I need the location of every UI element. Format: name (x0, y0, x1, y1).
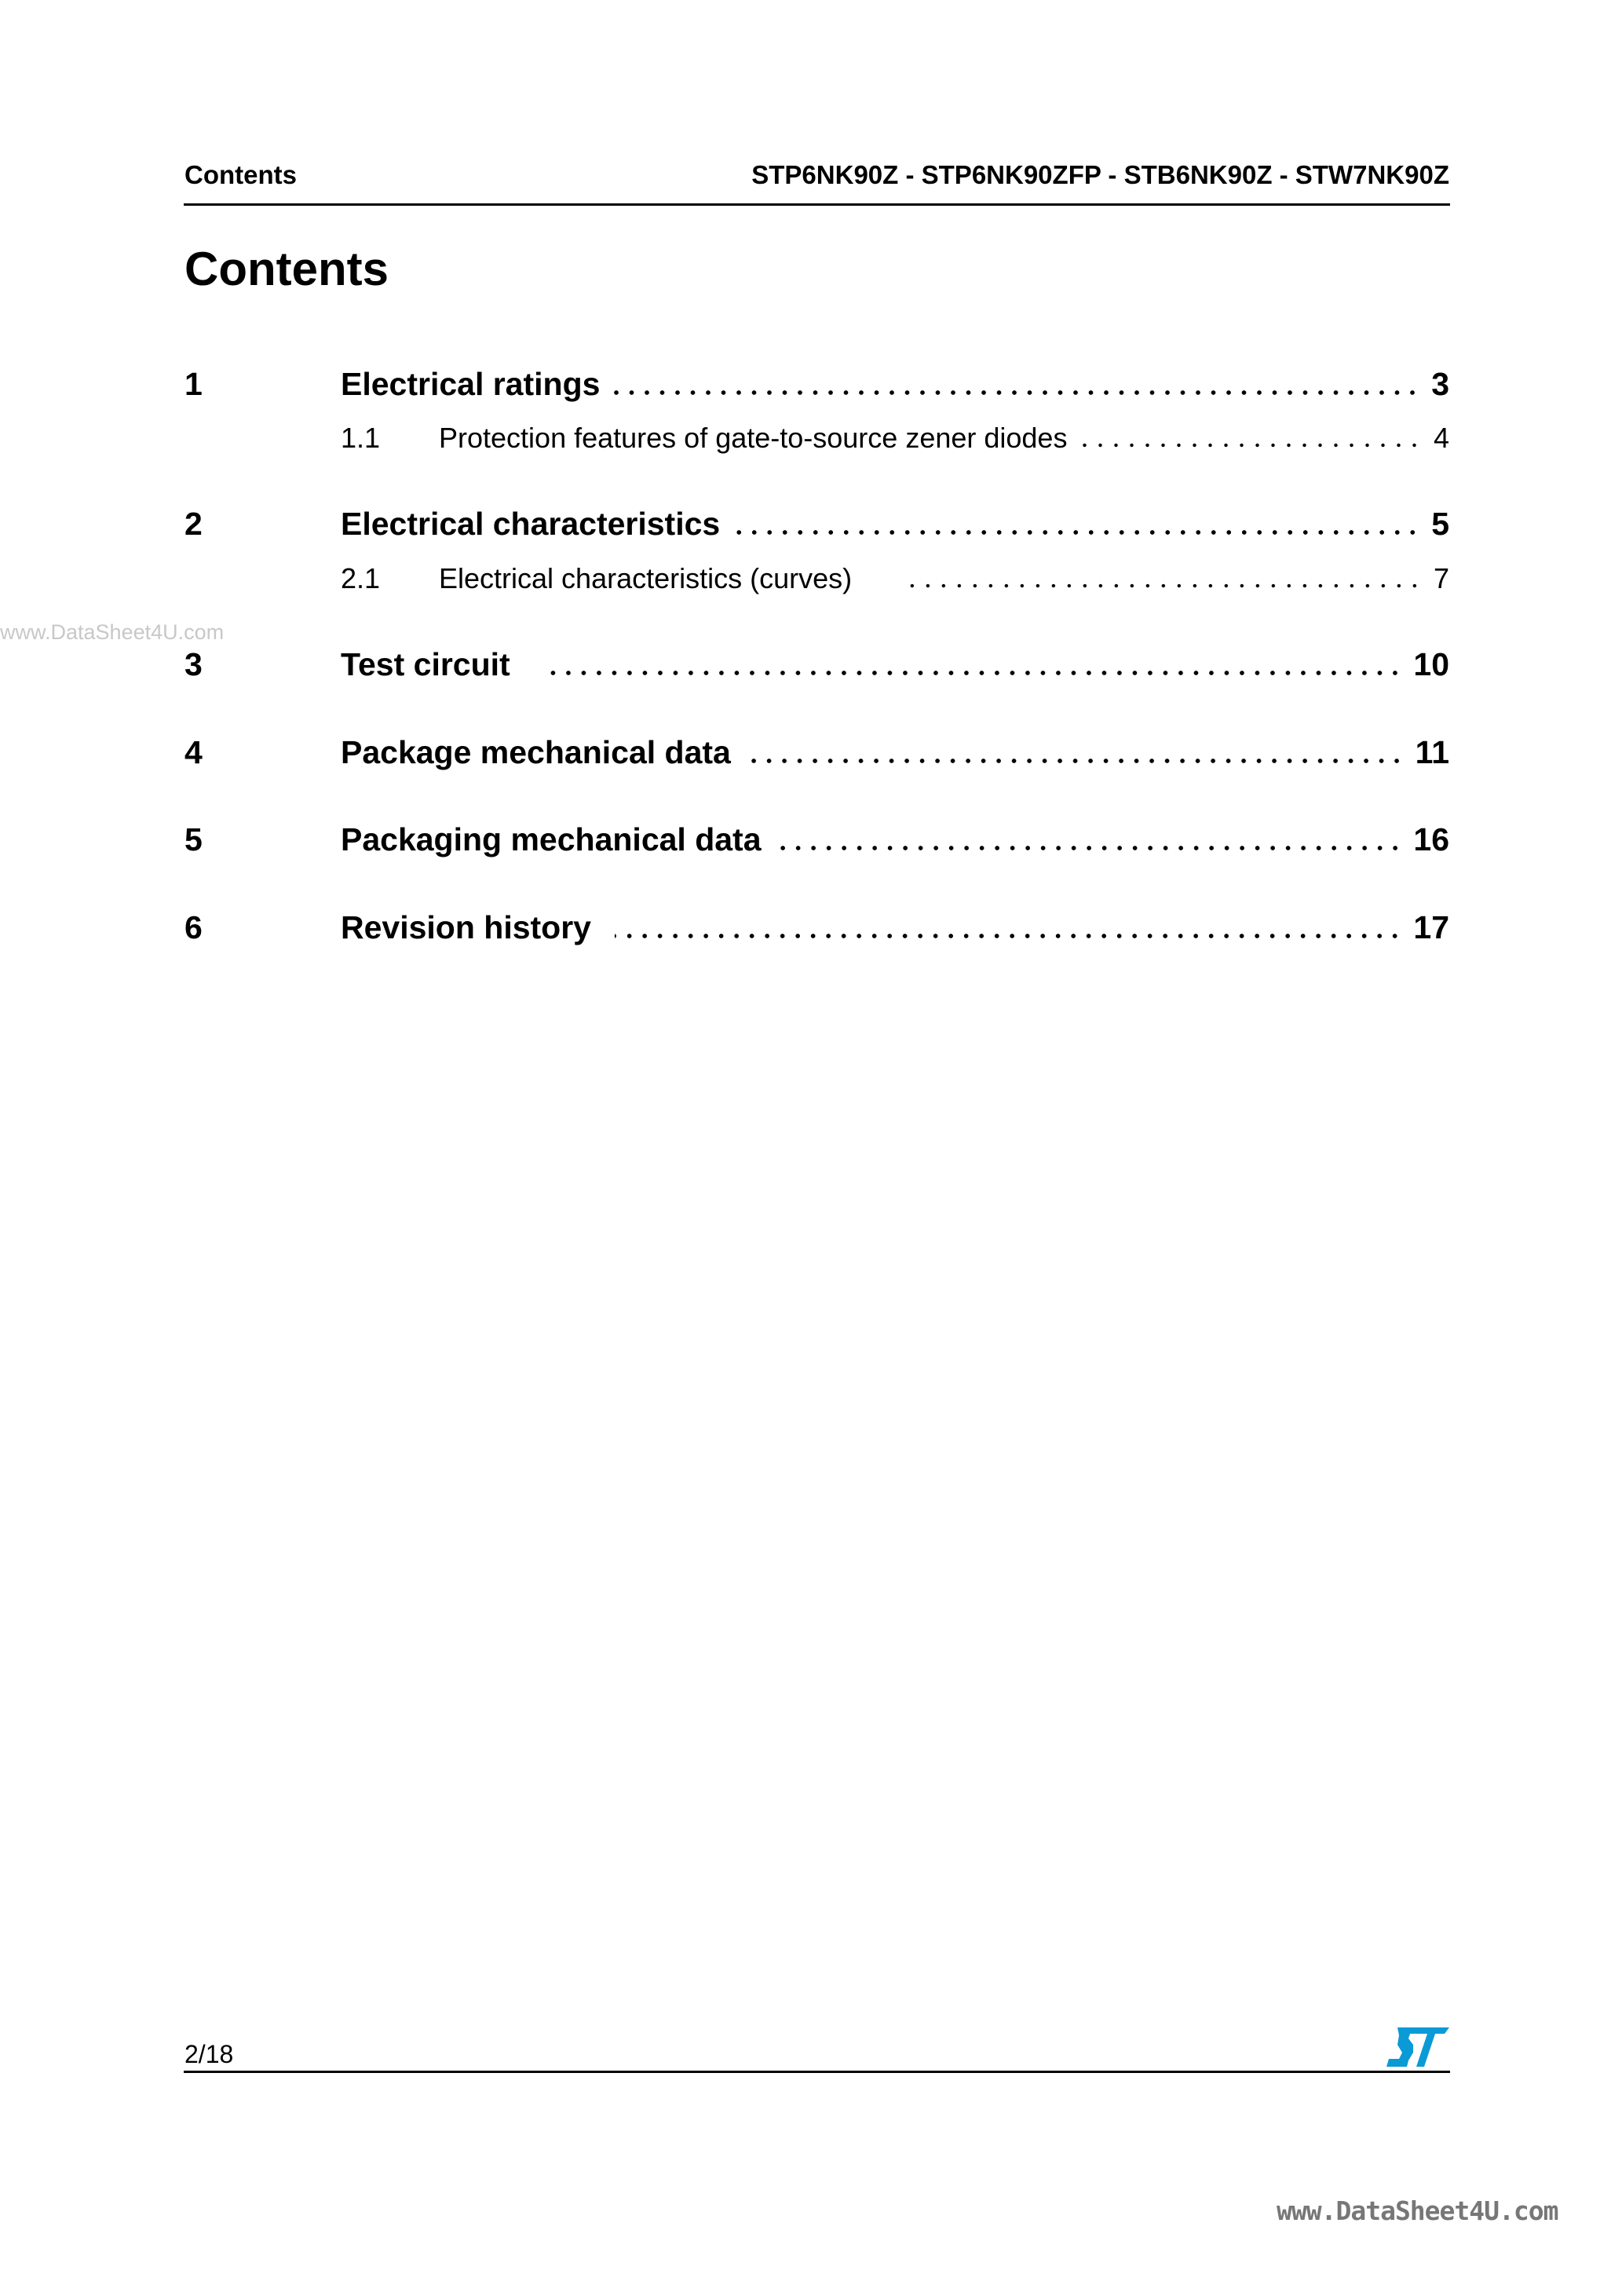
page-title: Contents (184, 243, 389, 295)
toc-leader (611, 390, 1420, 395)
toc-number: 2.1 (341, 562, 381, 594)
toc-page[interactable]: 16 (1413, 821, 1449, 857)
toc-label[interactable]: Electrical characteristics (341, 506, 721, 542)
watermark-bottom: www.DataSheet4U.com (1277, 2195, 1558, 2226)
toc-entry[interactable] (184, 646, 1449, 683)
toc-page[interactable]: 11 (1415, 734, 1449, 770)
toc-page[interactable]: 17 (1413, 909, 1449, 945)
toc-page[interactable]: 10 (1413, 646, 1449, 682)
toc-label[interactable]: Electrical ratings (341, 366, 601, 402)
toc-leader (742, 759, 1405, 763)
toc-label[interactable]: Revision history (341, 909, 591, 945)
toc-label[interactable]: Packaging mechanical data (341, 821, 762, 857)
toc-number: 4 (184, 734, 203, 770)
toc-leader (1078, 443, 1423, 448)
toc-entry[interactable] (184, 909, 1449, 946)
toc-page[interactable]: 3 (1431, 366, 1449, 402)
toc-number: 5 (184, 821, 203, 857)
toc-entry[interactable] (184, 734, 1449, 771)
toc-label[interactable]: Electrical characteristics (curves) (439, 562, 853, 594)
toc-subentry[interactable] (184, 562, 1449, 595)
toc-page[interactable]: 4 (1433, 422, 1449, 454)
toc-entry[interactable] (184, 366, 1449, 403)
header-part-numbers: STP6NK90Z - STP6NK90ZFP - STB6NK90Z - STW7NK90Z (751, 160, 1449, 189)
toc-page[interactable]: 7 (1433, 562, 1449, 594)
toc-leader (615, 934, 1402, 938)
toc-leader (780, 846, 1403, 850)
toc-label[interactable]: Test circuit (341, 646, 510, 682)
toc-label[interactable]: Package mechanical data (341, 734, 731, 770)
toc-entry[interactable] (184, 506, 1449, 543)
st-logo-icon (1386, 2027, 1449, 2067)
toc-page[interactable]: 5 (1431, 506, 1449, 542)
header-divider (184, 203, 1450, 206)
toc-leader (907, 583, 1423, 588)
toc-number: 1 (184, 366, 203, 402)
toc-leader (542, 671, 1403, 675)
header-section: Contents (184, 160, 297, 189)
toc-number: 1.1 (341, 422, 381, 454)
watermark-left: www.DataSheet4U.com (0, 620, 225, 644)
toc-subentry[interactable] (184, 422, 1449, 455)
toc-leader (731, 530, 1420, 535)
footer-divider (184, 2071, 1450, 2073)
toc-label[interactable]: Protection features of gate-to-source zener diodes (439, 422, 1068, 454)
toc-number: 3 (184, 646, 203, 682)
toc-number: 2 (184, 506, 203, 542)
toc-number: 6 (184, 909, 203, 945)
toc-entry[interactable] (184, 821, 1449, 858)
page-number: 2/18 (184, 2040, 234, 2068)
